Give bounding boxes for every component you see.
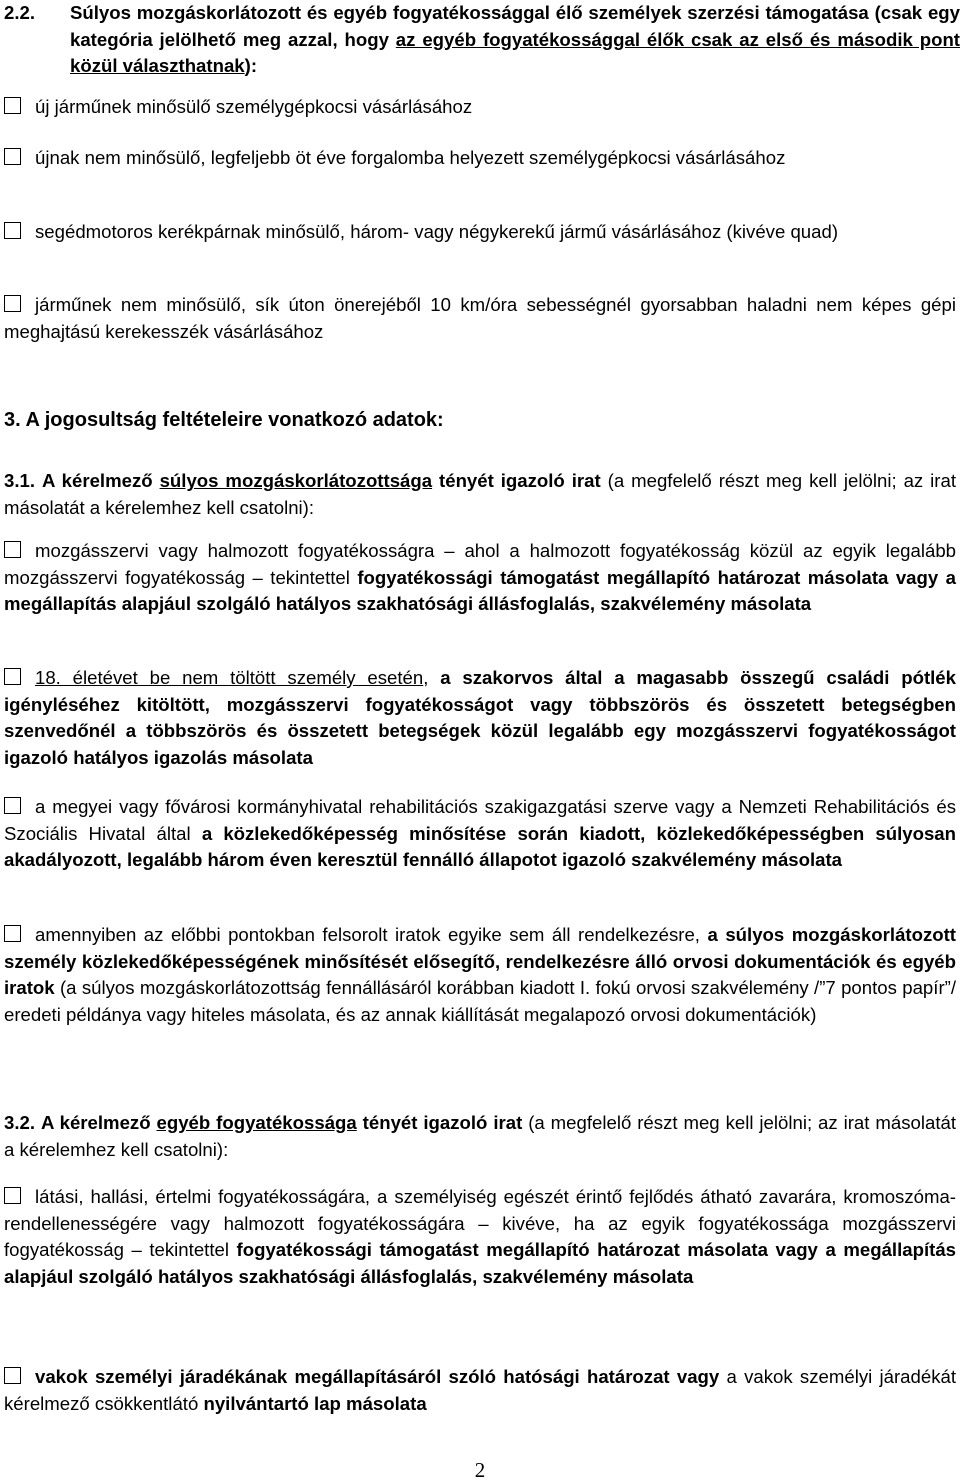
option-text: látási, hallási, értelmi fogyatékosságára, a személyiség egészét érintő fejlődés átható zavarára, kromoszóma-rendellenességére vagy halmozott fogyatékosságára – kivéve, ha az egyik fogyatékossága mozgásszervi fogyatékosság – tekintettel — [4, 1186, 956, 1260]
page-number: 2 — [474, 1458, 486, 1482]
section-3-1-option-1 — [4, 538, 956, 618]
section-3-2-intro-underlined: egyéb fogyatékossága — [156, 1112, 357, 1133]
section-3-1-option-3 — [4, 794, 956, 874]
section-3-2-number: 3.2. — [4, 1112, 36, 1133]
option-text: a megyei vagy fővárosi kormányhivatal rehabilitációs szakigazgatási szerve vagy a Nemzeti Rehabilitációs és Szociális Hivatal által — [4, 796, 956, 844]
option-text-bold-2: nyilvántartó lap másolata — [203, 1392, 427, 1414]
option-text-bold: fogyatékossági támogatást megállapító határozat másolata vagy a megállapítás alapjául szolgáló hatályos szakhatósági állásfoglalás, szakvélemény másolata — [4, 566, 956, 614]
section-3-2-intro — [4, 1110, 956, 1163]
checkbox[interactable] — [4, 541, 21, 558]
checkbox[interactable] — [4, 1367, 21, 1384]
section-3-2-intro-a: A kérelmező — [40, 1112, 151, 1133]
option-label: új járműnek minősülő személygépkocsi vásárlásához — [35, 96, 473, 117]
option-label: újnak nem minősülő, legfeljebb öt éve forgalomba helyezett személygépkocsi vásárlásához — [35, 147, 786, 168]
section-3-1-option-4 — [4, 922, 956, 1028]
checkbox[interactable] — [4, 222, 21, 239]
section-3-1-number: 3.1. — [4, 470, 36, 491]
option-used-vehicle — [4, 145, 956, 172]
section-3-2-intro-b: tényét igazoló irat — [362, 1112, 523, 1133]
section-3-1-intro — [4, 468, 956, 521]
section-2-2-title-underlined: az egyéb fogyatékossággal élők csak az első és második pont közül választhatnak — [70, 28, 960, 76]
section-3-1-intro-underlined: súlyos mozgáskorlátozottsága — [159, 470, 433, 491]
checkbox[interactable] — [4, 668, 21, 685]
checkbox[interactable] — [4, 148, 21, 165]
checkbox[interactable] — [4, 797, 21, 814]
option-text-bold: a szakorvos által a magasabb összegű családi pótlék igényléséhez kitöltött, mozgásszervi fogyatékosságot vagy többszörös és összetett betegségben szenvedőnél a többszörös és összetett betegségek közül legalább egy mozgásszervi fogyatékosságot igazoló hatályos igazolás másolata — [4, 667, 956, 768]
section-2-2-number: 2.2. — [4, 2, 36, 23]
option-text-rest: (a súlyos mozgáskorlátozottság fennállásáról korábban kiadott I. fokú orvosi szakvélemény /”7 pontos papír”/ eredeti példánya vagy hiteles másolata, és az annak kiállítását megalapozó orvosi dokumentációk) — [4, 977, 956, 1025]
option-moped — [4, 219, 956, 246]
checkbox[interactable] — [4, 295, 21, 312]
section-3-heading: 3. A jogosultság feltételeire vonatkozó adatok: — [4, 409, 444, 431]
option-text-underlined: 18. életévet be nem töltött személy esetén — [35, 667, 424, 688]
option-text: mozgásszervi vagy halmozott fogyatékosságra – ahol a halmozott fogyatékosság közül az egyik legalább mozgásszervi fogyatékosság – tekintettel — [4, 540, 956, 588]
option-text: amennyiben az előbbi pontokban felsorolt iratok egyike sem áll rendelkezésre, — [35, 924, 700, 945]
option-label: járműnek nem minősülő, sík úton önerejéből 10 km/óra sebességnél gyorsabban haladni nem képes gépi meghajtású kerekesszék vásárlásához — [4, 294, 956, 342]
option-text-bold: fogyatékossági támogatást megállapító határozat másolata vagy a megállapítás alapjául szolgáló hatályos szakhatósági állásfoglalás, szakvélemény másolata — [4, 1239, 957, 1287]
option-text: a vakok személyi járadékát kérelmező csökkentlátó — [4, 1366, 956, 1414]
section-3-1-option-2 — [4, 665, 956, 771]
option-label: segédmotoros kerékpárnak minősülő, három- vagy négykerekű jármű vásárlásához (kivéve quad) — [35, 221, 839, 242]
option-comma: , — [423, 667, 429, 688]
section-2-2-title-end: ): — [244, 55, 258, 76]
section-3-2-intro-rest: (a megfelelő részt meg kell jelölni; az irat másolatát a kérelemhez kell csatolni): — [4, 1112, 956, 1160]
section-3-1-intro-b: tényét igazoló irat — [439, 470, 601, 491]
section-3-2-option-1 — [4, 1184, 956, 1290]
section-3-2-option-2 — [4, 1364, 956, 1417]
option-text-bold: vakok személyi járadékának megállapításáról szóló hatósági határozat vagy — [35, 1366, 720, 1387]
checkbox[interactable] — [4, 97, 21, 114]
option-text-bold: a közlekedőképesség minősítése során kiadott, közlekedőképességben súlyosan akadályozott, legalább három éven keresztül fennálló állapotot igazoló szakvélemény másolata — [4, 822, 956, 870]
section-2-2-title — [4, 0, 960, 80]
section-3-1-intro-rest: (a megfelelő részt meg kell jelölni; az irat másolatát a kérelemhez kell csatolni): — [4, 470, 956, 518]
checkbox[interactable] — [4, 925, 21, 942]
checkbox[interactable] — [4, 1187, 21, 1204]
option-text-bold: a súlyos mozgáskorlátozott személy közlekedőképességének minősítését elősegítő, rendelkezésre álló orvosi dokumentációk és egyéb iratok — [4, 924, 956, 998]
section-2-2-title-text: Súlyos mozgáskorlátozott és egyéb fogyatékossággal élő személyek szerzési támogatása (csak egy kategória jelölhető meg azzal, hogy — [70, 2, 960, 50]
section-3-1-intro-a: A kérelmező — [41, 470, 153, 491]
option-new-vehicle — [4, 94, 956, 121]
option-wheelchair — [4, 292, 956, 345]
